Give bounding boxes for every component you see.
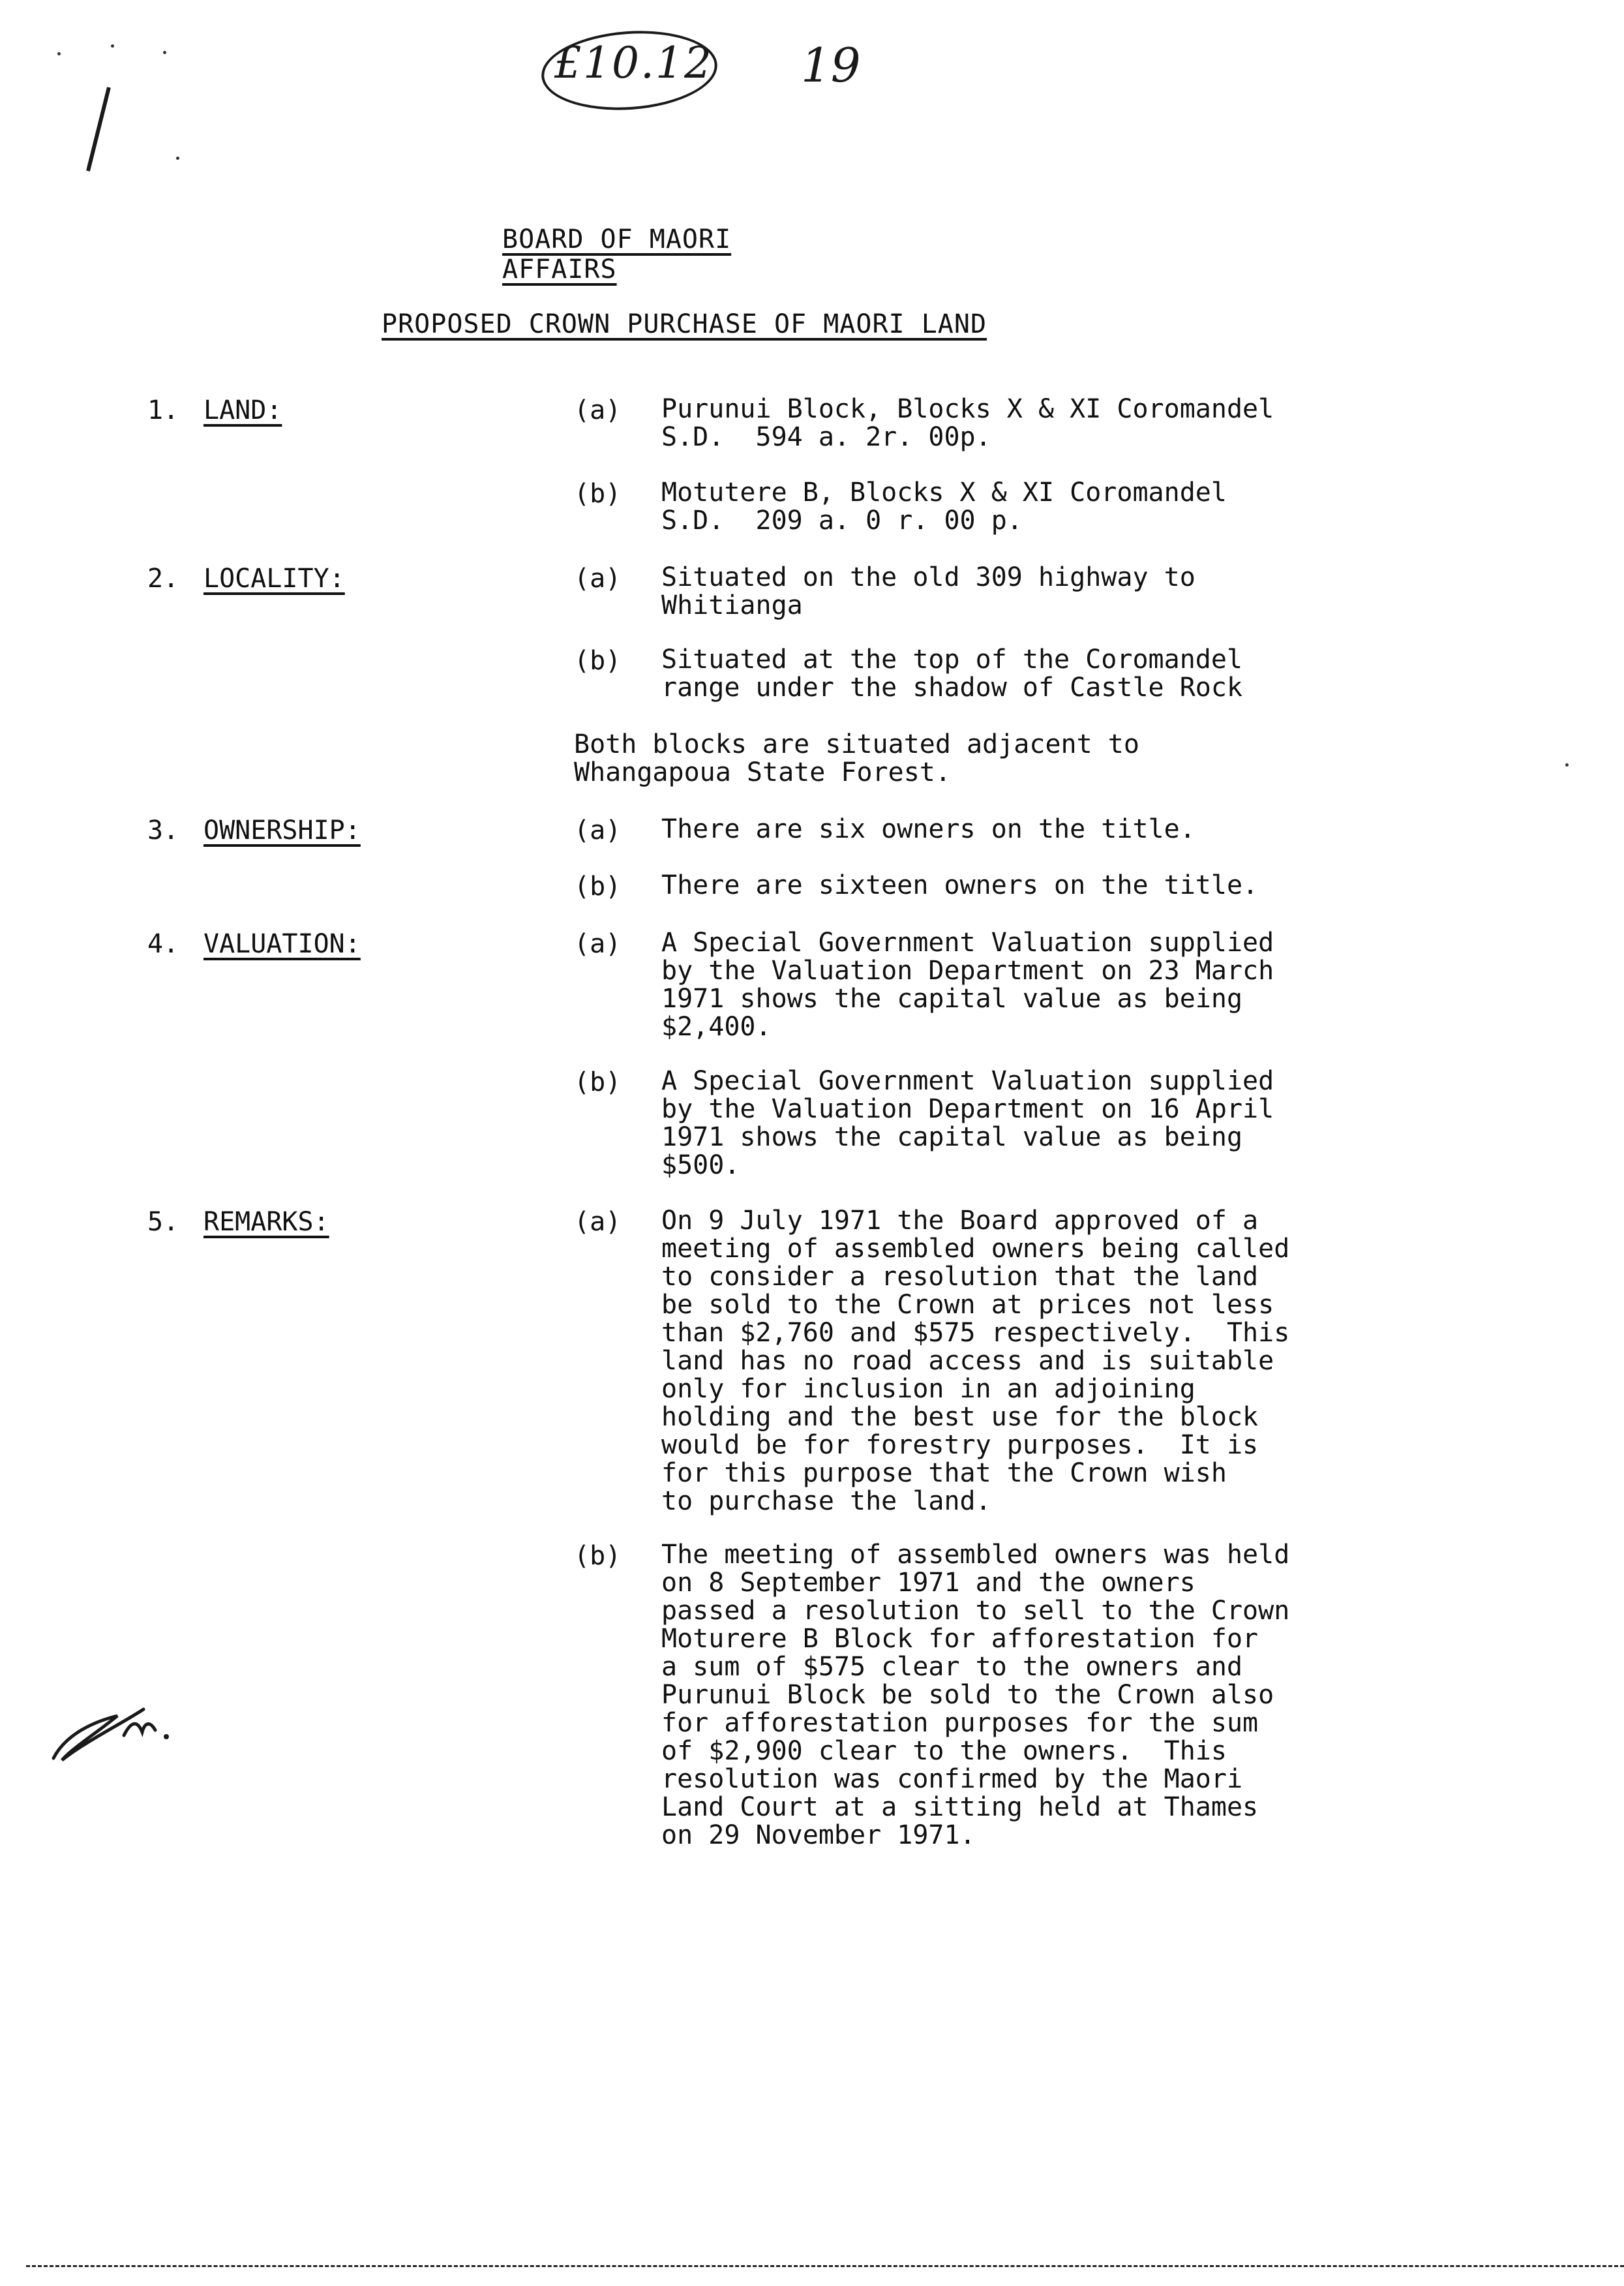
section-label: LAND: <box>203 395 282 425</box>
handwritten-page-number: 19 <box>801 38 861 93</box>
item-text: Situated at the top of the Coromandel range under the shadow of Castle Rock <box>661 645 1243 703</box>
item-text: There are six owners on the title. <box>661 814 1195 844</box>
item-text: The meeting of assembled owners was held on 8 September 1971 and the owners passed a resolution to sell to the Crown Moturere B Block for afforestation for a sum of $575 clear to the owners and Purunui Block be sold to the Crown also for afforestation purposes for the sum of $2,900 clear to the owners. This resolution was confirmed by the Maori Land Court at a sitting held at Thames on 29 November 1971. <box>661 1540 1290 1850</box>
item-text: Purunui Block, Blocks X & XI Coromandel S.D. 594 a. 2r. 00p. <box>661 394 1274 452</box>
item-letter: (b) <box>574 872 622 902</box>
speck-mark <box>57 52 61 55</box>
item-letter: (a) <box>574 564 622 594</box>
item-text: Situated on the old 309 highway to Whitianga <box>661 562 1195 620</box>
item-text: On 9 July 1971 the Board approved of a meeting of assembled owners being called to consider a resolution that the land be sold to the Crown at prices not less than $2,760 and $575 respectively. This land has no road access and is suitable only for inclusion in an adjoining holding and the best use for the block would be for forestry purposes. It is for this purpose that the Crown wish to purchase the land. <box>661 1206 1290 1516</box>
item-text: There are sixteen owners on the title. <box>661 870 1259 900</box>
section-label: VALUATION: <box>203 929 361 959</box>
handwritten-slash-mark <box>86 87 111 172</box>
handwritten-initials <box>46 1696 176 1768</box>
item-text: A Special Government Valuation supplied by the Valuation Department on 23 March 1971 shows the capital value as being $2,400. <box>661 928 1274 1042</box>
section-number: 3. <box>147 815 179 846</box>
section-number: 2. <box>147 564 179 594</box>
section-note: Both blocks are situated adjacent to Whangapoua State Forest. <box>574 729 1139 787</box>
section-label: LOCALITY: <box>203 564 345 594</box>
section-label: OWNERSHIP: <box>203 815 361 846</box>
speck-mark <box>163 51 166 54</box>
document-title: BOARD OF MAORI AFFAIRS <box>502 224 732 284</box>
speck-mark <box>111 44 114 48</box>
speck-mark <box>176 157 179 160</box>
item-letter: (a) <box>574 815 622 846</box>
item-letter: (b) <box>574 479 622 509</box>
item-letter: (a) <box>574 395 622 425</box>
item-text: A Special Government Valuation supplied by the Valuation Department on 16 April 1971 shows the capital value as being $500. <box>661 1066 1274 1180</box>
section-number: 5. <box>147 1207 179 1237</box>
item-letter: (a) <box>574 1207 622 1237</box>
document-subtitle: PROPOSED CROWN PURCHASE OF MAORI LAND <box>382 309 987 339</box>
handwritten-reference: £10.12 <box>554 38 713 88</box>
section-number: 4. <box>147 929 179 959</box>
bottom-rule <box>26 2265 1624 2267</box>
item-letter: (b) <box>574 1067 622 1097</box>
item-letter: (a) <box>574 929 622 959</box>
item-text: Motutere B, Blocks X & XI Coromandel S.D. 209 a. 0 r. 00 p. <box>661 478 1227 536</box>
section-label: REMARKS: <box>203 1207 329 1237</box>
section-number: 1. <box>147 395 179 425</box>
item-letter: (b) <box>574 646 622 676</box>
speck-mark <box>1565 763 1569 767</box>
item-letter: (b) <box>574 1541 622 1571</box>
